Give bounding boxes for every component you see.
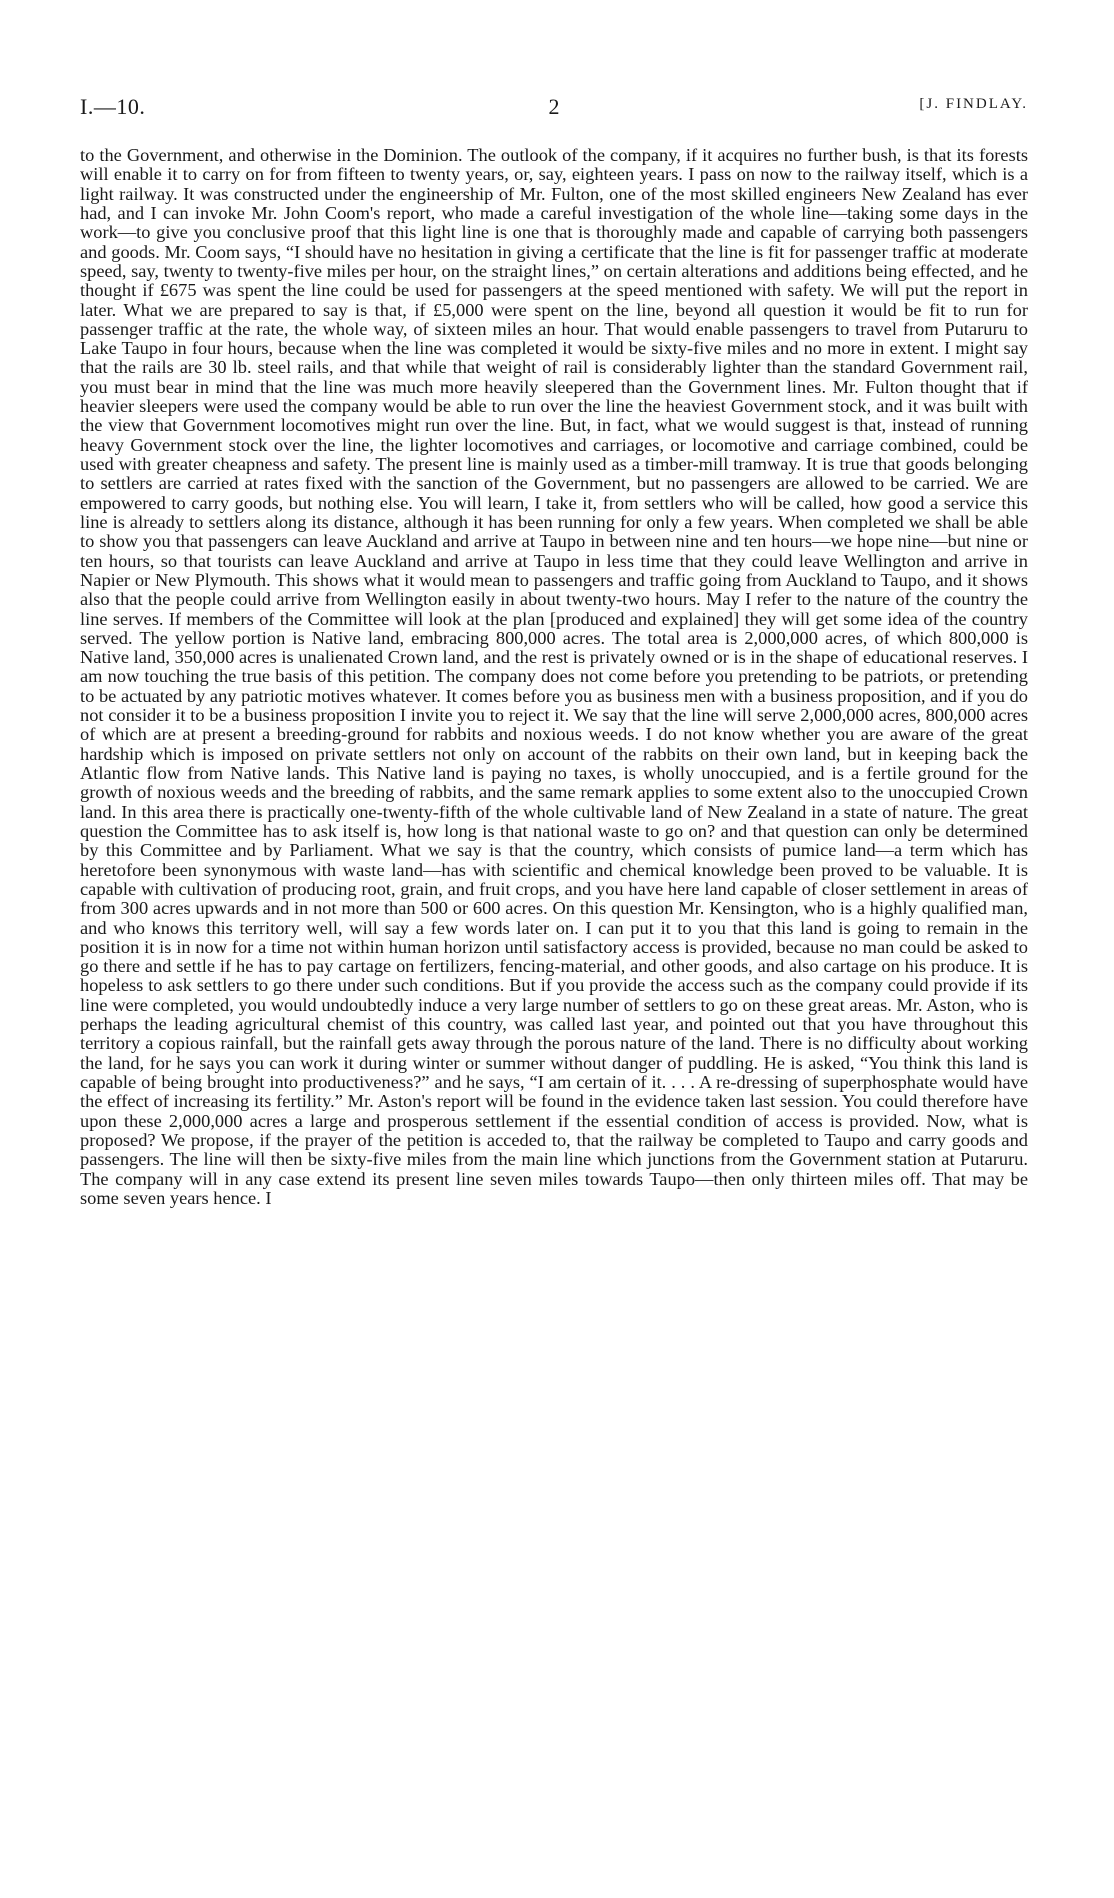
speaker-name: [J. FINDLAY. — [919, 96, 1028, 112]
page-number: 2 — [548, 94, 560, 119]
document-reference: I.—10. — [80, 94, 146, 119]
body-paragraph: to the Government, and otherwise in the Dominion. The outlook of the company, if it acquires no further bush, is that its forests will enable it to carry on for from fifteen to twenty years, or, say, eighteen years. I pass on now to the railway itself, which is a light railway. It was constructed under the engineership of Mr. Fulton, one of the most skilled engineers New Zealand has ever had, and I can invoke Mr. John Coom's report, who made a careful investigation of the whole line—taking some days in the work—to give you conclusive proof that this light line is one that is thoroughly made and capable of carrying both passengers and goods. Mr. Coom says, “I should have no hesitation in giving a certificate that the line is fit for passenger traffic at moderate speed, say, twenty to twenty-five miles per hour, on the straight lines,” on certain alterations and additions being effected, and he thought if £675 was spent the line could be used for passengers at the speed mentioned with safety. We will put the report in later. What we are prepared to say is that, if £5,000 were spent on the line, beyond all question it would be fit to run for passenger traffic at the rate, the whole way, of sixteen miles an hour. That would enable passengers to travel from Putaruru to Lake Taupo in four hours, because when the line was completed it would be sixty-five miles and no more in extent. I might say that the rails are 30 lb. steel rails, and that while that weight of rail is considerably lighter than the standard Government rail, you must bear in mind that the line was much more heavily sleepered than the Government lines. Mr. Fulton thought that if heavier sleepers were used the company would be able to run over the line the heaviest Government stock, and it was built with the view that Government locomotives might run over the line. But, in fact, what we would suggest is that, instead of running heavy Government stock over the line, the lighter locomotives and carriages, or locomotive and carriage combined, could be used with greater cheapness and safety. The present line is mainly used as a timber-mill tramway. It is true that goods belonging to settlers are carried at rates fixed with the sanction of the Government, but no passengers are allowed to be carried. We are empowered to carry goods, but nothing else. You will learn, I take it, from settlers who will be called, how good a service this line is already to settlers along its distance, although it has been running for only a few years. When completed we shall be able to show you that passengers can leave Auckland and arrive at Taupo in between nine and ten hours—we hope nine—but nine or ten hours, so that tourists can leave Auckland and arrive at Taupo in less time that they could leave Wellington and arrive in Napier or New Plymouth. This shows what it would mean to passengers and traffic going from Auckland to Taupo, and it shows also that the people could arrive from Wellington easily in about twenty-two hours. May I refer to the nature of the country the line serves. If members of the Committee will look at the plan [produced and explained] they will get some idea of the country served. The yellow portion is Native land, embracing 800,000 acres. The total area is 2,000,000 acres, of which 800,000 is Native land, 350,000 acres is unalienated Crown land, and the rest is privately owned or is in the shape of educational reserves. I am now touching the true basis of this petition. The company does not come before you pretending to be patriots, or pretending to be actuated by any patriotic motives whatever. It comes before you as business men with a business proposition, and if you do not consider it to be a business proposition I invite you to reject it. We say that the line will serve 2,000,000 acres, 800,000 acres of which are at present a breeding-ground for rabbits and noxious weeds. I do not know whether you are aware of the great hardship which is imposed on private settlers not only on account of the rabbits on their own land, but in keeping back the Atlantic flow from Native lands. This Native land is paying no taxes, is wholly unoccupied, and is a fertile ground for the growth of noxious weeds and the breeding of rabbits, and the same remark applies to some extent also to the unoccupied Crown land. In this area there is practically one-twenty-fifth of the whole cultivable land of New Zealand in a state of nature. The great question the Committee has to ask itself is, how long is that national waste to go on? and that question can only be determined by this Committee and by Parliament. What we say is that the country, which consists of pumice land—a term which has heretofore been synonymous with waste land—has with scientific and chemical knowledge been proved to be valuable. It is capable with cultivation of producing root, grain, and fruit crops, and you have here land capable of closer settlement in areas of from 300 acres upwards and in not more than 500 or 600 acres. On this question Mr. Kensington, who is a highly qualified man, and who knows this territory well, will say a few words later on. I can put it to you that this land is going to remain in the position it is in now for a time not within human horizon until satisfactory access is provided, because no man could be asked to go there and settle if he has to pay cartage on fertilizers, fencing-material, and other goods, and also cartage on his produce. It is hopeless to ask settlers to go there under such conditions. But if you provide the access such as the company could provide if its line were completed, you would undoubtedly induce a very large number of settlers to go on these great areas. Mr. Aston, who is perhaps the leading agricultural chemist of this country, was called last year, and pointed out that you have throughout this territory a copious rainfall, but the rainfall gets away through the porous nature of the land. There is no difficulty about working the land, for he says you can work it during winter or summer without danger of puddling. He is asked, “You think this land is capable of being brought into productiveness?” and he says, “I am certain of it. . . . A re-dressing of superphosphate would have the effect of increasing its fertility.” Mr. Aston's report will be found in the evidence taken last session. You could therefore have upon these 2,000,000 acres a large and prosperous settlement if the essential condition of access is provided. Now, what is proposed? We propose, if the prayer of the petition is acceded to, that the railway be completed to Taupo and carry goods and passengers. The line will then be sixty-five miles from the main line which junctions from the Government station at Putaruru. The company will in any case extend its present line seven miles towards Taupo—then only thirteen miles off. That may be some seven years hence. I — [80, 146, 1028, 1208]
page-header — [80, 94, 1028, 124]
